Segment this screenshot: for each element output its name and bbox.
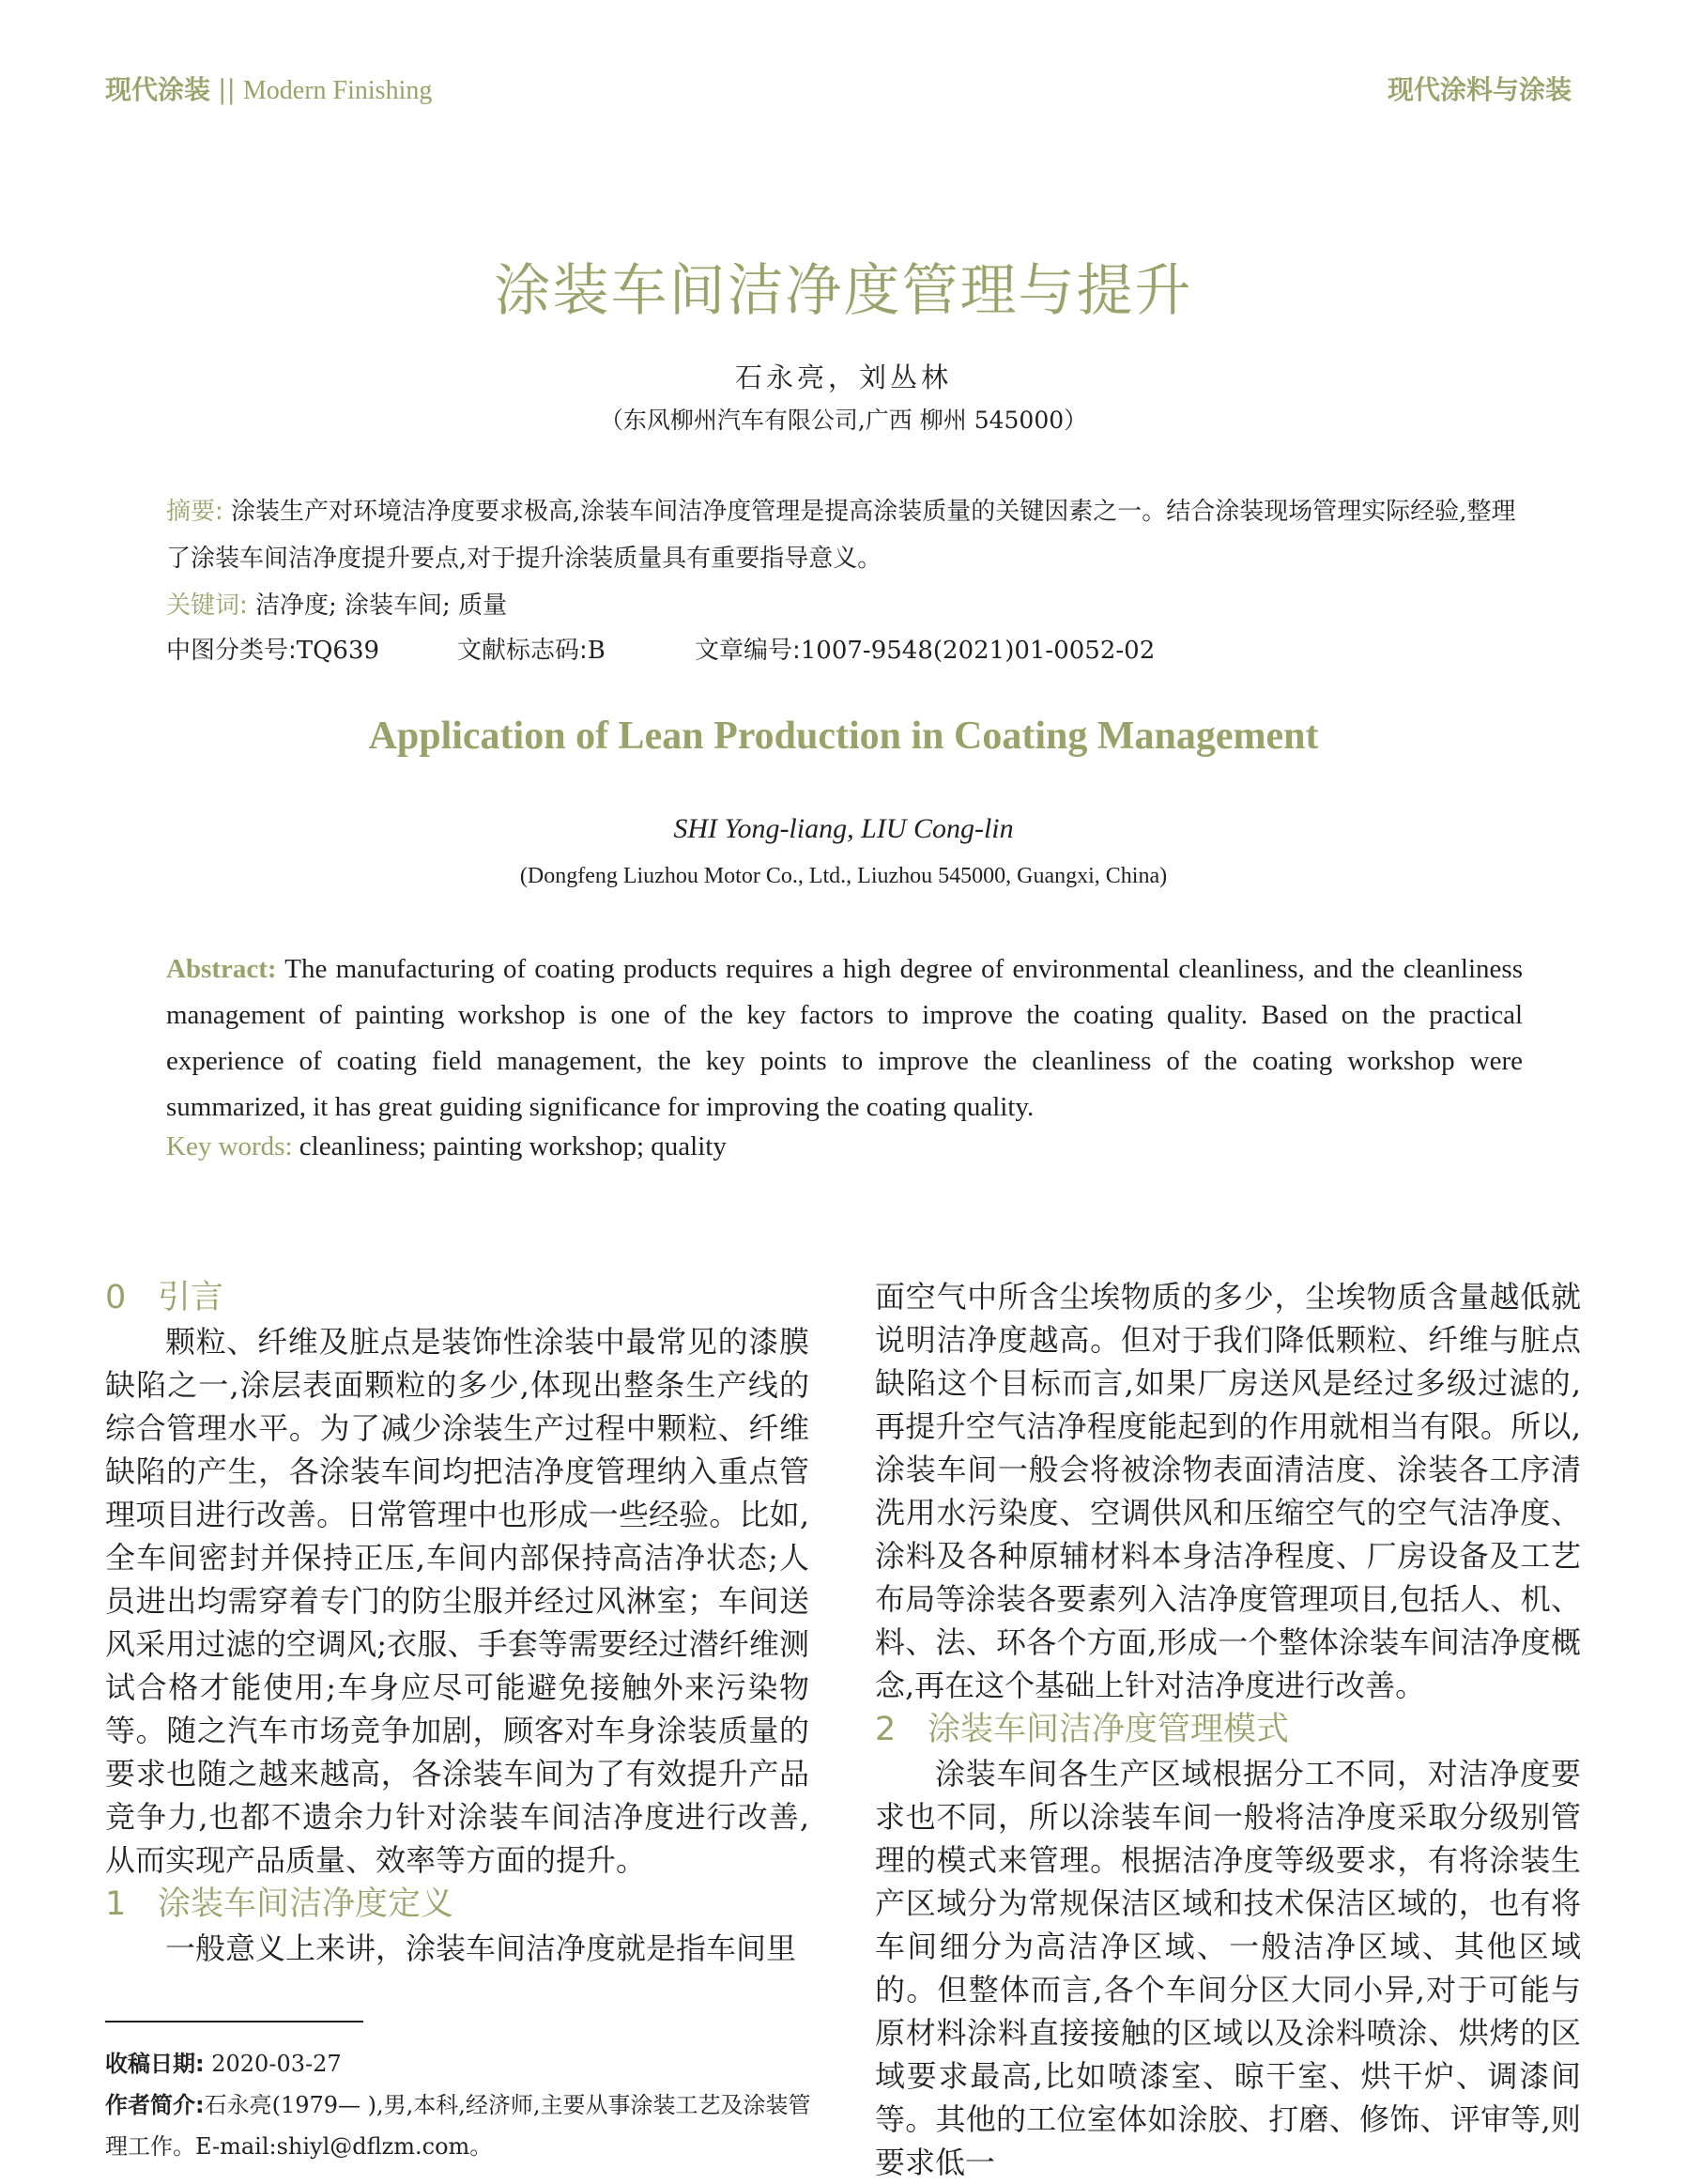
body-column-right bbox=[875, 1275, 1581, 2184]
section-0-title: 引言 bbox=[158, 1279, 224, 1316]
journal-name-cn: 现代涂装 bbox=[105, 74, 211, 105]
section-1-number: 1 bbox=[105, 1885, 127, 1923]
section-1-paragraph-start: 一般意义上来讲，涂装车间洁净度就是指车间里 bbox=[165, 1930, 797, 1966]
abstract-cn-label: 摘要: bbox=[166, 498, 223, 526]
bio-label: 作者简介: bbox=[105, 2092, 205, 2118]
running-header-section: 现代涂料与涂装 bbox=[1387, 74, 1572, 105]
doc-code-value: B bbox=[587, 637, 606, 665]
received-label: 收稿日期: bbox=[105, 2051, 205, 2077]
section-1-paragraph-continued: 面空气中所含尘埃物质的多少，尘埃物质含量越低就说明洁净度越高。但对于我们降低颗粒、纤维与脏点缺陷这个目标而言,如果厂房送风是经过多级过滤的,再提升空气洁净程度能起到的作用就相当有限。所以,涂装车间一般会将被涂物表面清洁度、涂装各工序清洗用水污染度、空调供风和压缩空气的空气洁净度、涂料及各种原辅材料本身洁净程度、厂房设备及工艺布局等涂装各要素列入洁净度管理项目,包括人、机、料、法、环各个方面,形成一个整体涂装车间洁净度概念,再在这个基础上针对洁净度进行改善。 bbox=[875, 1279, 1581, 1703]
article-title-cn: 涂装车间洁净度管理与提升 bbox=[494, 258, 1193, 324]
running-header-left bbox=[105, 69, 432, 107]
article-title-en: Application of Lean Production in Coating Management bbox=[368, 715, 1319, 758]
received-date bbox=[105, 2043, 819, 2084]
authors-en: SHI Yong-liang, LIU Cong-lin bbox=[673, 813, 1014, 844]
classification-line bbox=[166, 627, 1523, 674]
abstract-en-text: The manufacturing of coating products requires a high degree of environmental cleanliness, and the cleanliness management of painting workshop is one of the key factors to improve the coating quality. Based on the practical experience of coating field management, the key points to improve the cleanliness of the coating workshop were summarized, it has great guiding significance for improving the coating quality. bbox=[166, 954, 1523, 1122]
footnote-divider bbox=[105, 2021, 363, 2023]
authors-cn: 石永亮，刘丛林 bbox=[734, 361, 952, 393]
section-0-number: 0 bbox=[105, 1279, 127, 1316]
section-1-heading bbox=[105, 1882, 809, 1927]
section-2-title: 涂装车间洁净度管理模式 bbox=[928, 1711, 1290, 1748]
journal-name-en: Modern Finishing bbox=[242, 76, 433, 105]
keywords-cn-label: 关键词: bbox=[166, 592, 248, 620]
affiliation-cn: （东风柳州汽车有限公司,广西 柳州 545000） bbox=[599, 407, 1088, 434]
doc-code-label: 文献标志码: bbox=[457, 637, 588, 665]
article-number-label: 文章编号: bbox=[695, 637, 801, 665]
abstract-cn bbox=[166, 488, 1523, 582]
clc-value: TQ639 bbox=[296, 637, 380, 665]
keywords-cn bbox=[166, 582, 1523, 629]
section-0-paragraph: 颗粒、纤维及脏点是装饰性涂装中最常见的漆膜缺陷之一,涂层表面颗粒的多少,体现出整条生产线的综合管理水平。为了减少涂装生产过程中颗粒、纤维缺陷的产生，各涂装车间均把洁净度管理纳入重点管理项目进行改善。日常管理中也形成一些经验。比如,全车间密封并保持正压,车间内部保持高洁净状态;人员进出均需穿着专门的防尘服并经过风淋室；车间送风采用过滤的空调风;衣服、手套等需要经过潜纤维测试合格才能使用;车身应尽可能避免接触外来污染物等。随之汽车市场竞争加剧，顾客对车身涂装质量的要求也随之越来越高，各涂装车间为了有效提升产品竞争力,也都不遗余力针对涂装车间洁净度进行改善,从而实现产品质量、效率等方面的提升。 bbox=[105, 1324, 809, 1878]
section-1-title: 涂装车间洁净度定义 bbox=[158, 1885, 454, 1923]
section-0-heading bbox=[105, 1275, 809, 1320]
affiliation-en: (Dongfeng Liuzhou Motor Co., Ltd., Liuzhou 545000, Guangxi, China) bbox=[519, 864, 1168, 888]
abstract-en-label: Abstract: bbox=[166, 954, 277, 984]
keywords-en bbox=[166, 1131, 727, 1162]
section-2-paragraph: 涂装车间各生产区域根据分工不同，对洁净度要求也不同，所以涂装车间一般将洁净度采取分级别管理的模式来管理。根据洁净度等级要求，有将涂装生产区域分为常规保洁区域和技术保洁区域的，也有将车间细分为高洁净区域、一般洁净区域、其他区域的。但整体而言,各个车间分区大同小异,对于可能与原材料涂料直接接触的区域以及涂料喷涂、烘烤的区域要求最高,比如喷漆室、晾干室、烘干炉、调漆间等。其他的工位室体如涂胶、打磨、修饰、评审等,则要求低一 bbox=[875, 1756, 1581, 2180]
abstract-en bbox=[166, 946, 1523, 1130]
clc-label: 中图分类号: bbox=[166, 637, 297, 665]
keywords-cn-text: 洁净度; 涂装车间; 质量 bbox=[255, 592, 508, 620]
body-column-left bbox=[105, 1275, 809, 1970]
author-bio bbox=[105, 2084, 819, 2167]
header-separator: || bbox=[218, 74, 236, 105]
abstract-cn-text: 涂装生产对环境洁净度要求极高,涂装车间洁净度管理是提高涂装质量的关键因素之一。结合涂装现场管理实际经验,整理了涂装车间洁净度提升要点,对于提升涂装质量具有重要指导意义。 bbox=[166, 498, 1516, 573]
keywords-en-label: Key words: bbox=[166, 1131, 293, 1161]
keywords-en-text: cleanliness; painting workshop; quality bbox=[299, 1131, 727, 1161]
section-2-number: 2 bbox=[875, 1711, 897, 1748]
footnote bbox=[105, 2043, 819, 2167]
received-value: 2020-03-27 bbox=[211, 2051, 342, 2077]
article-number-value: 1007-9548(2021)01-0052-02 bbox=[800, 637, 1156, 665]
section-2-heading bbox=[875, 1707, 1581, 1752]
bio-text: 石永亮(1979— ),男,本科,经济师,主要从事涂装工艺及涂装管理工作。E-mail:shiyl@dflzm.com。 bbox=[105, 2092, 811, 2160]
